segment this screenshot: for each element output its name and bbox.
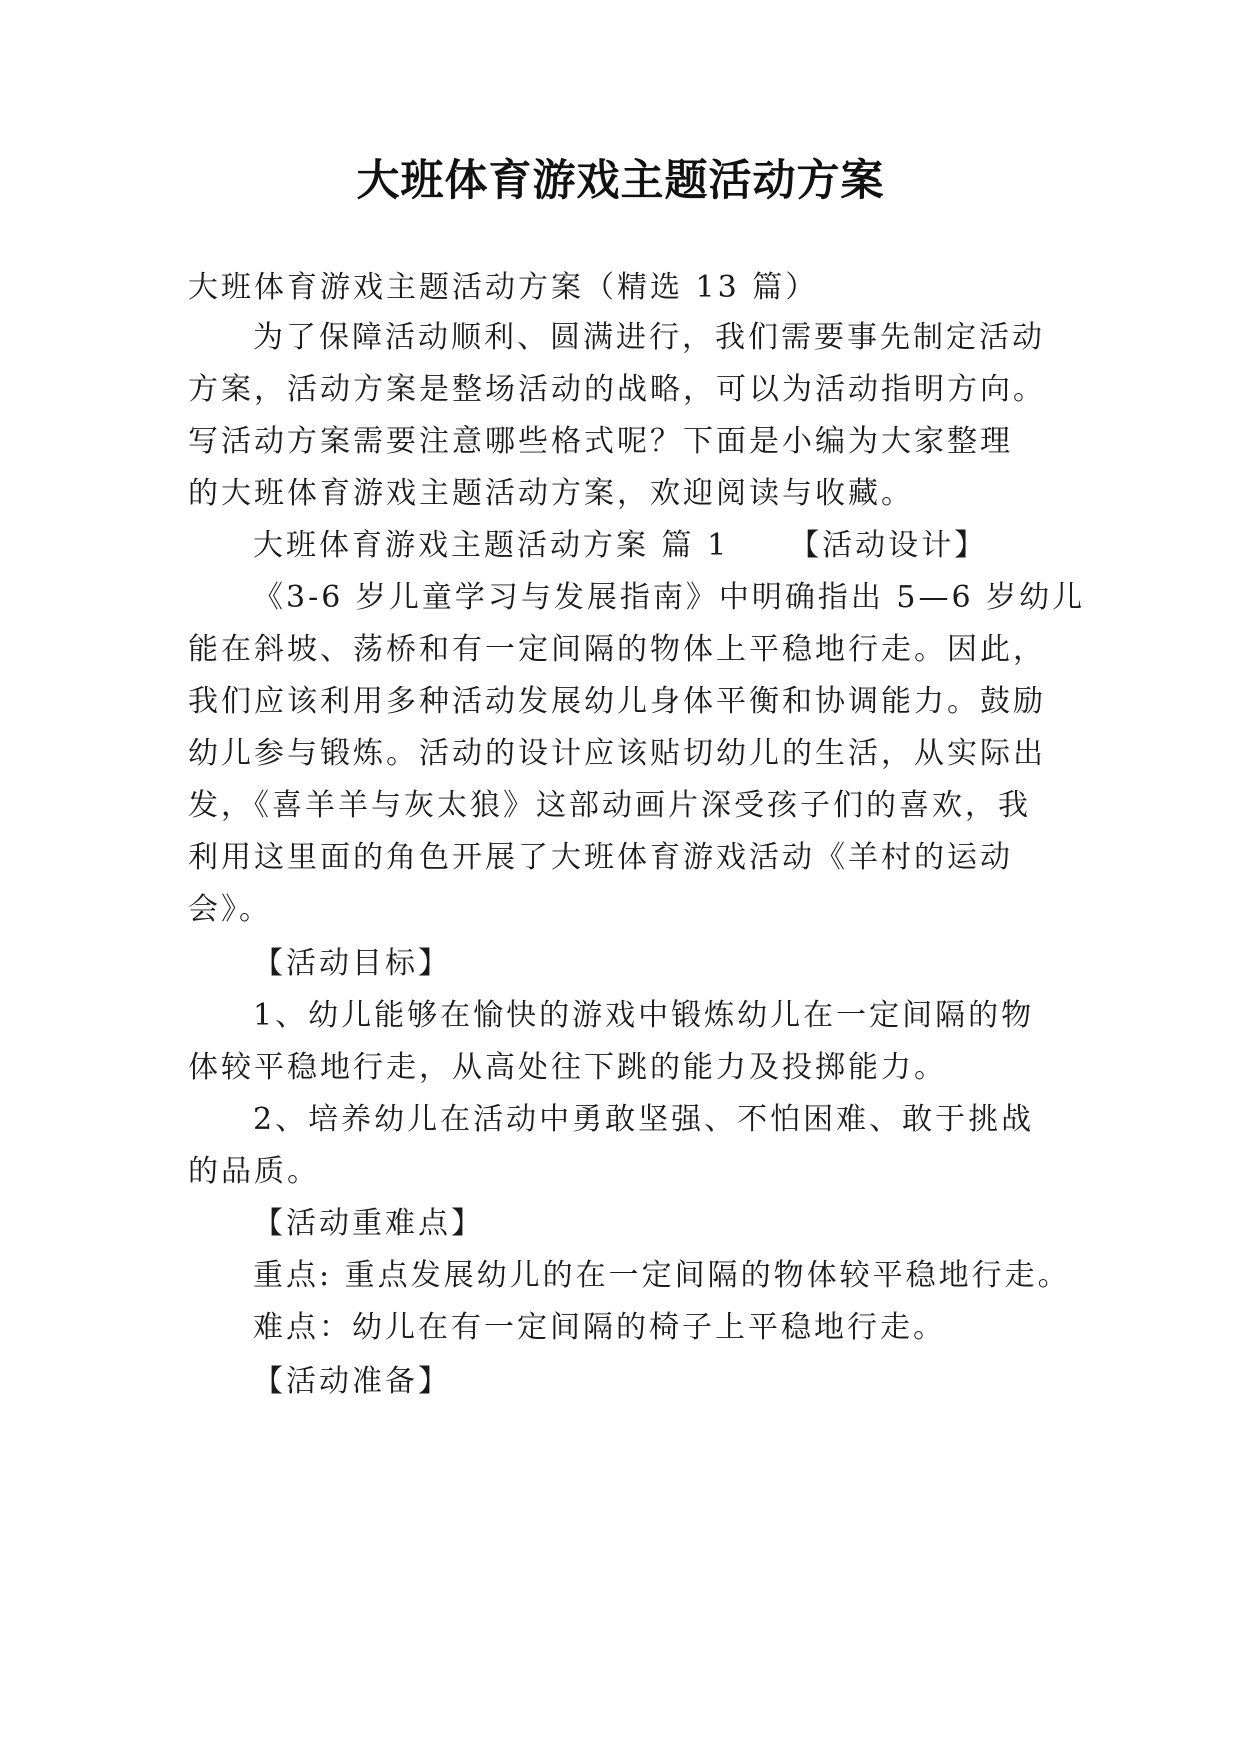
paragraph-line: 2、培养幼儿在活动中勇敢坚强、不怕困难、敢于挑战 — [253, 1102, 1035, 1137]
paragraph-line: 会》。 — [188, 892, 272, 927]
paragraph-line: 利用这里面的角色开展了大班体育游戏活动《羊村的运动 — [188, 840, 1013, 875]
section-heading-activity-goals: 【活动目标】 — [253, 946, 451, 981]
paragraph-line: 我们应该利用多种活动发展幼儿身体平衡和协调能力。鼓励 — [188, 684, 1046, 719]
paragraph-line: 体较平稳地行走，从高处往下跳的能力及投掷能力。 — [188, 1050, 947, 1085]
paragraph-line: 发，《喜羊羊与灰太狼》这部动画片深受孩子们的喜欢，我 — [188, 788, 1031, 823]
article-heading: 大班体育游戏主题活动方案 篇 1 — [253, 528, 730, 563]
section-heading-activity-design: 【活动设计】 — [789, 528, 988, 563]
paragraph-line: 1、幼儿能够在愉快的游戏中锻炼幼儿在一定间隔的物 — [253, 998, 1035, 1033]
paragraph-line: 写活动方案需要注意哪些格式呢？下面是小编为大家整理 — [188, 424, 1013, 459]
paragraph-line: 能在斜坡、荡桥和有一定间隔的物体上平稳地行走。因此， — [188, 632, 1046, 667]
paragraph-line: 方案，活动方案是整场活动的战略，可以为活动指明方向。 — [188, 372, 1046, 407]
paragraph-line: 重点: 重点发展幼儿的在一定间隔的物体较平稳地行走。 — [253, 1258, 1071, 1293]
paragraph-line: 的大班体育游戏主题活动方案，欢迎阅读与收藏。 — [188, 476, 914, 511]
paragraph-line: 难点：幼儿在有一定间隔的椅子上平稳地行走。 — [253, 1310, 946, 1345]
document-title: 大班体育游戏主题活动方案 — [356, 156, 885, 206]
subtitle-line: 大班体育游戏主题活动方案（精选 13 篇） — [188, 270, 819, 305]
section-heading-line — [253, 526, 987, 566]
paragraph-line: 《3-6 岁儿童学习与发展指南》中明确指出 5—6 岁幼儿 — [253, 580, 1086, 615]
paragraph-line: 为了保障活动顺利、圆满进行，我们需要事先制定活动 — [253, 320, 1045, 355]
section-heading-preparation: 【活动准备】 — [253, 1364, 451, 1399]
paragraph-line: 幼儿参与锻炼。活动的设计应该贴切幼儿的生活，从实际出 — [188, 736, 1046, 771]
section-heading-key-points: 【活动重难点】 — [253, 1206, 484, 1241]
paragraph-line: 的品质。 — [188, 1154, 320, 1189]
